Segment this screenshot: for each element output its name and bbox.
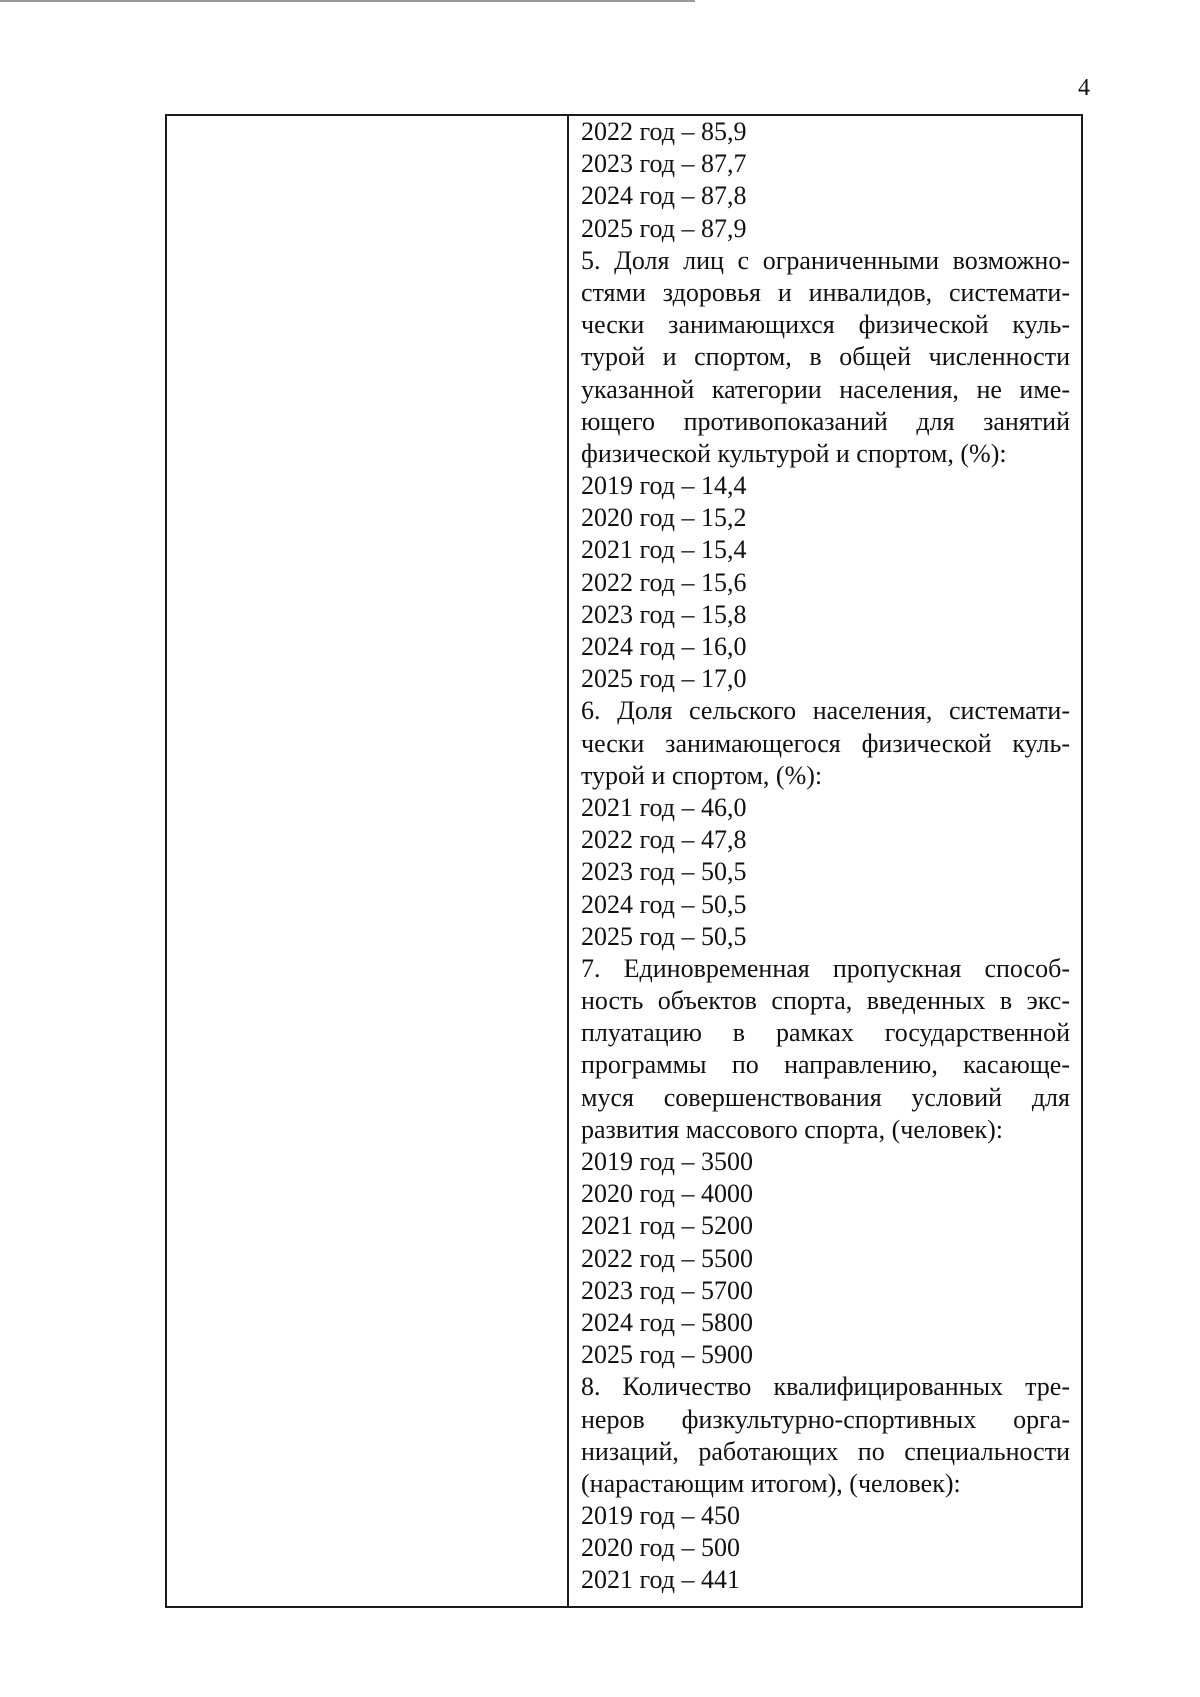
indicator-value-line: 2019 год – 3500 xyxy=(581,1147,753,1176)
indicator-value-line: 2023 год – 87,7 xyxy=(581,149,747,179)
indicator-description-line: указанной категории населения, не име- xyxy=(581,374,1070,404)
indicator-value-line: 2022 год – 5500 xyxy=(581,1243,753,1273)
indicator-description xyxy=(581,245,1070,470)
table-right-cell xyxy=(569,116,1081,1606)
indicator-value-line: 2024 год – 50,5 xyxy=(581,889,747,919)
indicator-description-line: стями здоровья и инвалидов, системати- xyxy=(581,277,1070,307)
indicator-description-line: неров физкультурно-спортивных орга- xyxy=(581,1404,1070,1434)
indicator-value-line: 2021 год – 5200 xyxy=(581,1211,753,1241)
indicator-value-line: 2025 год – 87,9 xyxy=(581,213,747,243)
indicator-description xyxy=(581,1371,1070,1500)
table-left-cell xyxy=(167,116,569,1606)
indicator-description-line: развития массового спорта, (человек): xyxy=(581,1114,1004,1144)
indicator-value-line: 2023 год – 15,8 xyxy=(581,599,747,629)
indicator-value-line: 2025 год – 17,0 xyxy=(581,664,747,694)
indicator-value-line: 2025 год – 5900 xyxy=(581,1340,753,1370)
indicator-description-line: ющего противопоказаний для занятий xyxy=(581,406,1070,436)
indicator-value-line: 2023 год – 50,5 xyxy=(581,857,747,887)
indicator-description xyxy=(581,695,1070,792)
indicator-value-line: 2020 год – 500 xyxy=(581,1533,740,1563)
indicator-description-line: турой и спортом, (%): xyxy=(581,760,823,790)
indicator-description-line: чески занимающегося физической куль- xyxy=(581,728,1070,758)
indicator-value-line: 2023 год – 5700 xyxy=(581,1275,753,1305)
indicator-description-line: 6. Доля сельского населения, системати- xyxy=(581,696,1070,726)
indicator-description-line: ность объектов спорта, введенных в экс- xyxy=(581,986,1070,1016)
indicator-value-line: 2019 год – 450 xyxy=(581,1501,740,1531)
scan-edge-line xyxy=(0,0,695,2)
page-number: 4 xyxy=(1078,75,1090,101)
indicator-table xyxy=(165,114,1083,1608)
indicator-description-line: программы по направлению, касающе- xyxy=(581,1050,1070,1080)
indicator-value-line: 2022 год – 47,8 xyxy=(581,825,747,855)
indicator-value-line: 2022 год – 85,9 xyxy=(581,117,747,146)
indicator-value-line: 2020 год – 15,2 xyxy=(581,503,747,533)
indicator-value-line: 2019 год – 14,4 xyxy=(581,471,747,501)
indicator-description-line: плуатацию в рамках государственной xyxy=(581,1018,1070,1048)
indicator-value-line: 2022 год – 15,6 xyxy=(581,567,747,597)
indicator-description-line: 7. Единовременная пропускная способ- xyxy=(581,953,1070,983)
indicator-value-line: 2021 год – 441 xyxy=(581,1565,740,1595)
indicator-value-line: 2021 год – 15,4 xyxy=(581,535,747,565)
indicator-value-line: 2024 год – 87,8 xyxy=(581,181,747,211)
indicator-description-line: муся совершенствования условий для xyxy=(581,1082,1070,1112)
indicator-description-line: турой и спортом, в общей численности xyxy=(581,342,1070,372)
indicator-value-line: 2024 год – 5800 xyxy=(581,1307,753,1337)
indicator-description-line: чески занимающихся физической куль- xyxy=(581,310,1070,340)
indicator-description-line: (нарастающим итогом), (человек): xyxy=(581,1468,961,1498)
indicator-value-line: 2020 год – 4000 xyxy=(581,1179,753,1209)
indicator-description xyxy=(581,953,1070,1146)
indicator-value-line: 2021 год – 46,0 xyxy=(581,792,747,822)
indicator-value-line: 2025 год – 50,5 xyxy=(581,921,747,951)
indicator-description-line: низаций, работающих по специальности xyxy=(581,1436,1070,1466)
indicator-description-line: физической культурой и спортом, (%): xyxy=(581,438,1007,468)
indicator-description-line: 5. Доля лиц с ограниченными возможно- xyxy=(581,245,1070,275)
indicator-description-line: 8. Количество квалифицированных тре- xyxy=(581,1372,1070,1402)
indicator-value-line: 2024 год – 16,0 xyxy=(581,632,747,661)
